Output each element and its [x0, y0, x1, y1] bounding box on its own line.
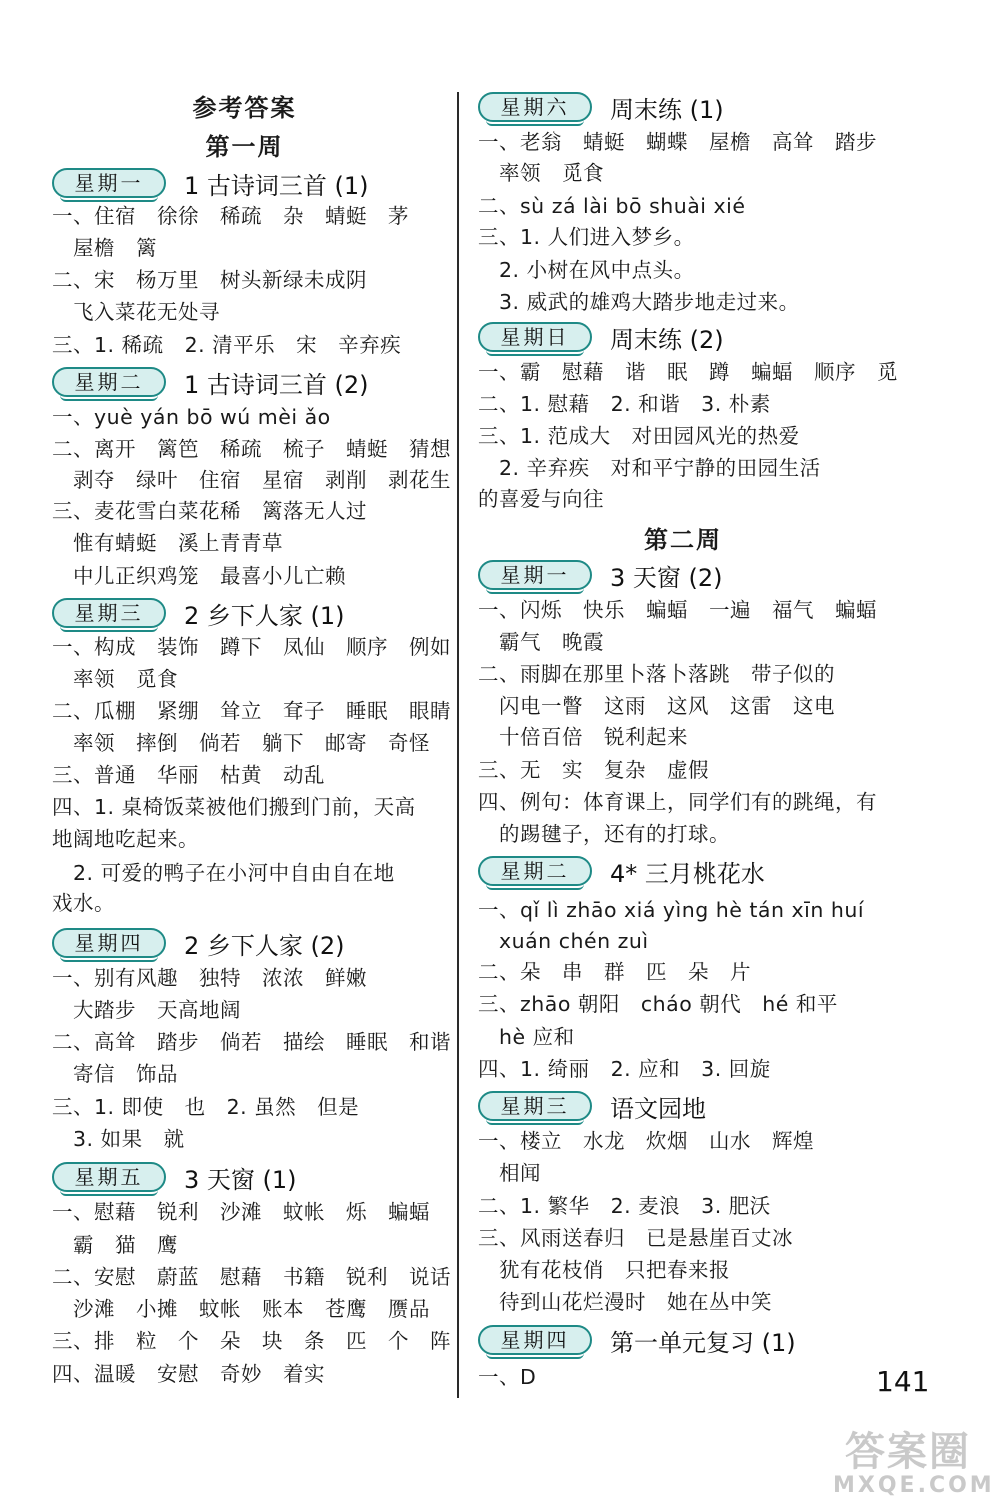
answer-line: 戏水。	[52, 891, 115, 915]
answer-line: 寄信 饰品	[52, 1062, 178, 1086]
lesson-title: 第一单元复习 (1)	[610, 1328, 796, 1357]
answer-line: 剥夺 绿叶 住宿 星宿 剥削 剥花生	[52, 468, 451, 492]
answer-line: 三、zhāo 朝阳 cháo 朝代 hé 和平	[478, 992, 838, 1016]
day-tag: 星期一	[52, 168, 166, 198]
answer-line: 二、瓜棚 紧绷 耸立 耷子 睡眠 眼睛	[52, 699, 451, 723]
answer-line: 率领 摔倒 倘若 躺下 邮寄 奇怪	[52, 731, 430, 755]
lesson-title: 3 天窗 (1)	[184, 1165, 297, 1194]
answer-line: 二、sù zá lài bō shuài xié	[478, 194, 746, 218]
watermark-logo	[833, 1429, 995, 1498]
answer-line: xuán chén zuì	[478, 929, 649, 953]
day-tag: 星期六	[478, 92, 592, 122]
answer-line: 二、1. 慰藉 2. 和谐 3. 朴素	[478, 392, 771, 416]
answer-line: 一、霸 慰藉 谐 眠 蹲 蝙蝠 顺序 觅	[478, 360, 898, 384]
answer-line: 2. 可爱的鸭子在小河中自由自在地	[52, 861, 395, 885]
answer-line: 三、风雨送春归 已是悬崖百丈冰	[478, 1226, 793, 1250]
answer-line: 地阔地吃起来。	[52, 827, 199, 851]
day-header-saturday	[478, 88, 724, 126]
answer-line: 霸 猫 鹰	[52, 1233, 178, 1257]
answer-line: 一、慰藉 锐利 沙滩 蚊帐 烁 蝙蝠	[52, 1200, 430, 1224]
answer-line: 待到山花烂漫时 她在丛中笑	[478, 1290, 772, 1314]
answer-line: 二、安慰 蔚蓝 慰藉 书籍 锐利 说话	[52, 1265, 451, 1289]
answer-line: 二、离开 篱笆 稀疏 梳子 蜻蜓 猜想	[52, 437, 451, 461]
day-tag: 星期四	[52, 928, 166, 958]
answer-line: hè 应和	[478, 1025, 575, 1049]
day-tag: 星期四	[478, 1325, 592, 1355]
answer-line: 四、1. 绮丽 2. 应和 3. 回旋	[478, 1057, 771, 1081]
answer-line: 三、1. 即使 也 2. 虽然 但是	[52, 1095, 360, 1119]
answer-line: 三、普通 华丽 枯黄 动乱	[52, 763, 325, 787]
answer-line: 二、宋 杨万里 树头新绿未成阴	[52, 268, 367, 292]
day-header-monday-week2	[478, 556, 723, 594]
answer-line: 闪电一瞥 这雨 这风 这雷 这电	[478, 694, 835, 718]
answer-line: 三、1. 范成大 对田园风光的热爱	[478, 424, 800, 448]
day-tag: 星期五	[52, 1162, 166, 1192]
answer-line: 率领 觅食	[52, 667, 178, 691]
answer-line: 屋檐 篱	[52, 236, 157, 260]
answer-line: 的踢毽子，还有的打球。	[478, 822, 730, 846]
answer-line: 一、闪烁 快乐 蝙蝠 一遍 福气 蝙蝠	[478, 598, 877, 622]
answer-line: 霸气 晚霞	[478, 630, 604, 654]
day-header-tuesday-week2	[478, 852, 765, 890]
answer-line: 十倍百倍 锐利起来	[478, 725, 688, 749]
answer-line: 二、朵 串 群 匹 朵 片	[478, 960, 751, 984]
answer-line: 的喜爱与向往	[478, 487, 604, 511]
lesson-title: 2 乡下人家 (2)	[184, 931, 345, 960]
week-two-heading: 第二周	[644, 526, 722, 554]
answer-line: 一、D	[478, 1365, 537, 1389]
day-header-wednesday	[52, 594, 345, 632]
lesson-title: 1 古诗词三首 (1)	[184, 171, 369, 200]
lesson-title: 4* 三月桃花水	[610, 859, 765, 888]
day-header-wednesday-week2	[478, 1087, 706, 1125]
lesson-title: 周末练 (2)	[610, 325, 724, 354]
day-tag: 星期三	[52, 598, 166, 628]
lesson-title: 3 天窗 (2)	[610, 563, 723, 592]
day-tag: 星期一	[478, 560, 592, 590]
day-header-friday	[52, 1158, 297, 1196]
day-tag: 星期二	[478, 856, 592, 886]
answer-line: 三、无 实 复杂 虚假	[478, 758, 709, 782]
answer-line: 犹有花枝俏 只把春来报	[478, 1258, 730, 1282]
answer-line: 一、住宿 徐徐 稀疏 杂 蜻蜓 茅	[52, 204, 409, 228]
page-title: 参考答案	[192, 94, 297, 122]
answer-line: 3. 如果 就	[52, 1127, 185, 1151]
answer-line: 四、例句：体育课上，同学们有的跳绳，有	[478, 790, 877, 814]
answer-line: 惟有蜻蜓 溪上青青草	[52, 531, 283, 555]
answer-line: 2. 小树在风中点头。	[478, 258, 695, 282]
answer-line: 二、雨脚在那里卜落卜落跳 带子似的	[478, 662, 835, 686]
lesson-title: 2 乡下人家 (1)	[184, 601, 345, 630]
answer-line: 中儿正织鸡笼 最喜小儿亡赖	[52, 564, 346, 588]
answer-line: 三、排 粒 个 朵 块 条 匹 个 阵	[52, 1329, 451, 1353]
lesson-title: 语文园地	[610, 1094, 706, 1123]
answer-line: 二、高耸 踏步 倘若 描绘 睡眠 和谐	[52, 1030, 451, 1054]
day-tag: 星期二	[52, 367, 166, 397]
answer-line: 飞入菜花无处寻	[52, 300, 220, 324]
day-tag: 星期日	[478, 322, 592, 352]
answer-line: 沙滩 小摊 蚊帐 账本 苍鹰 赝品	[52, 1297, 430, 1321]
answer-line: 二、1. 繁华 2. 麦浪 3. 肥沃	[478, 1194, 771, 1218]
day-header-thursday-week2	[478, 1321, 796, 1359]
week-one-heading: 第一周	[205, 133, 284, 161]
answer-line: 率领 觅食	[478, 161, 604, 185]
column-divider	[457, 92, 459, 1398]
answer-line: 相闻	[478, 1161, 541, 1185]
answer-line: 一、别有风趣 独特 浓浓 鲜嫩	[52, 966, 367, 990]
answer-line: 一、qǐ lì zhāo xiá yìng hè tán xīn huí	[478, 898, 865, 922]
day-tag: 星期三	[478, 1091, 592, 1121]
answer-line: 一、老翁 蜻蜓 蝴蝶 屋檐 高耸 踏步	[478, 130, 877, 154]
page-number: 141	[876, 1365, 930, 1398]
answer-line: 2. 辛弃疾 对和平宁静的田园生活	[478, 456, 821, 480]
day-header-monday	[52, 164, 369, 202]
day-header-sunday	[478, 318, 724, 356]
answer-line: 三、麦花雪白菜花稀 篱落无人过	[52, 499, 367, 523]
watermark-url: MXQE.COM	[833, 1473, 995, 1498]
answer-line: 三、1. 稀疏 2. 清平乐 宋 辛弃疾	[52, 333, 402, 357]
answer-line: 3. 威武的雄鸡大踏步地走过来。	[478, 290, 800, 314]
answer-line: 一、楼立 水龙 炊烟 山水 辉煌	[478, 1129, 814, 1153]
day-header-thursday	[52, 924, 345, 962]
lesson-title: 周末练 (1)	[610, 95, 724, 124]
answer-line: 一、yuè yán bō wú mèi ǎo	[52, 405, 331, 429]
answer-line: 四、温暖 安慰 奇妙 着实	[52, 1362, 325, 1386]
answer-line: 大踏步 天高地阔	[52, 998, 241, 1022]
lesson-title: 1 古诗词三首 (2)	[184, 370, 369, 399]
answer-line: 一、构成 装饰 蹲下 凤仙 顺序 例如	[52, 635, 451, 659]
day-header-tuesday	[52, 363, 369, 401]
answer-line: 三、1. 人们进入梦乡。	[478, 225, 695, 249]
answer-line: 四、1. 桌椅饭菜被他们搬到门前，天高	[52, 795, 416, 819]
watermark-text: 答案圈	[845, 1429, 971, 1475]
